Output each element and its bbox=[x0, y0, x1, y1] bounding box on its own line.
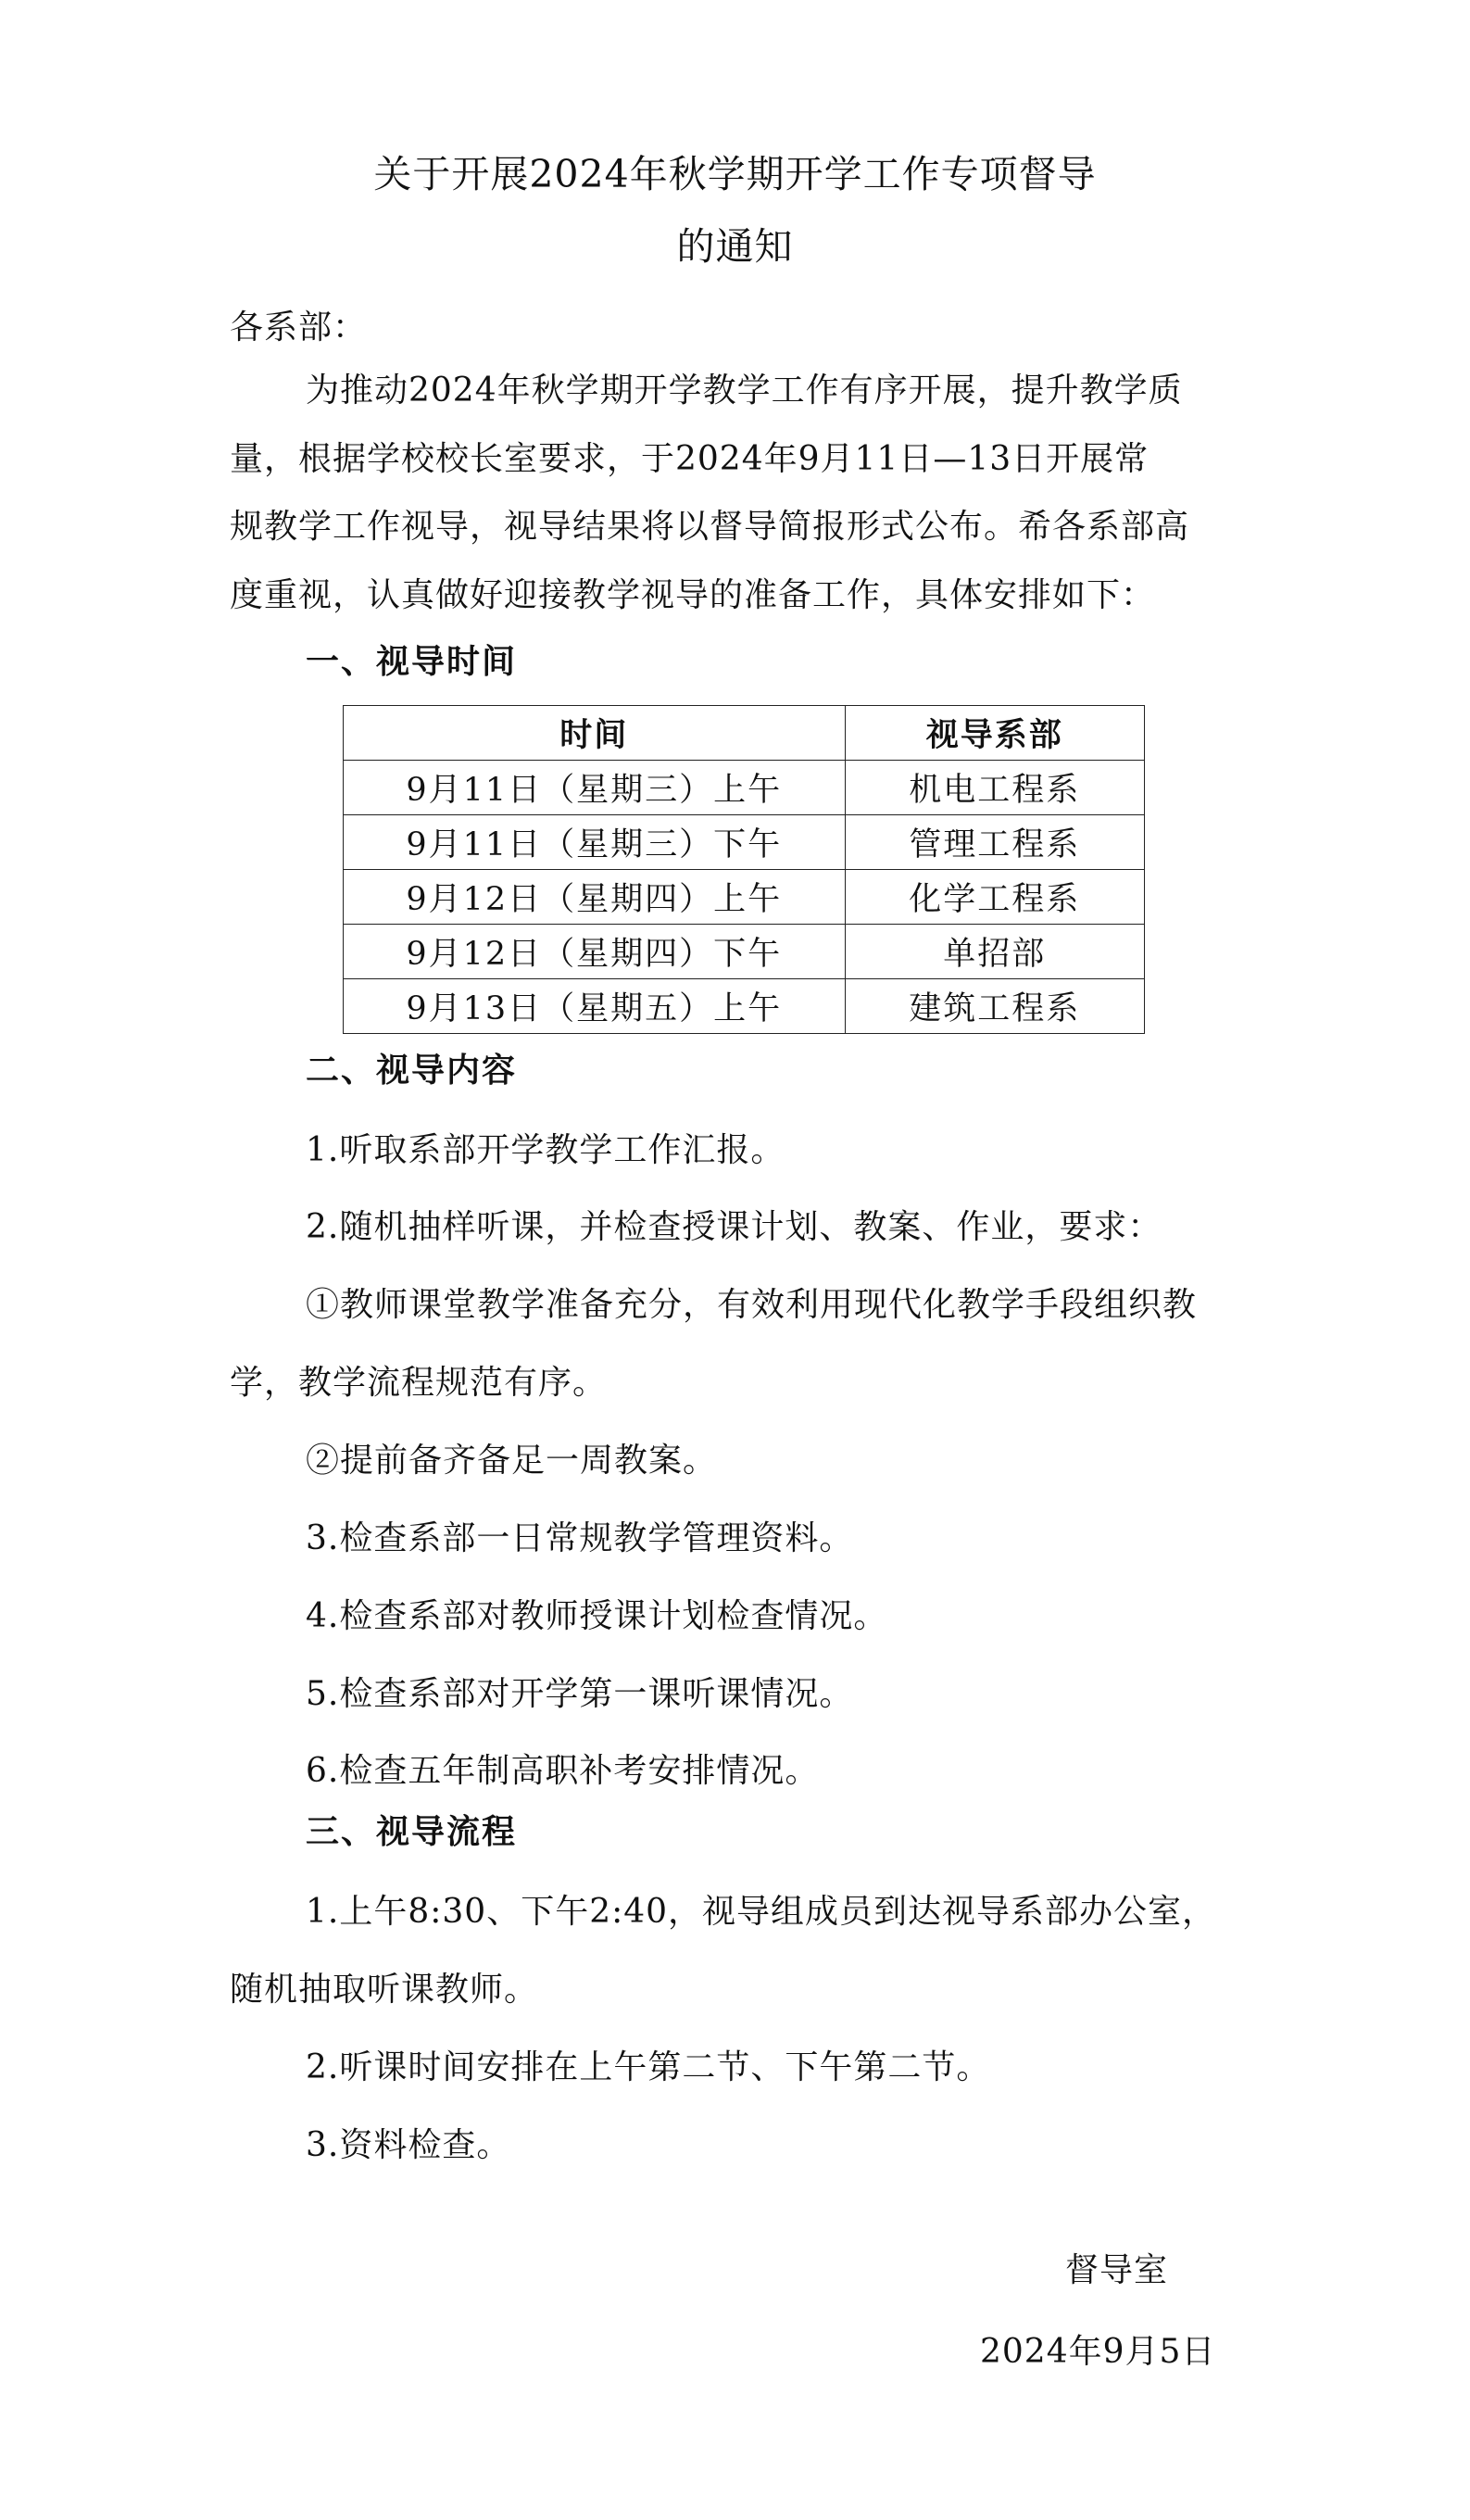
intro-line-4: 度重视，认真做好迎接教学视导的准备工作，具体安排如下： bbox=[230, 576, 1156, 614]
intro-line-3: 规教学工作视导，视导结果将以督导简报形式公布。希各系部高 bbox=[230, 508, 1190, 546]
column-header-time: 时间 bbox=[344, 706, 846, 761]
table-row bbox=[344, 761, 1145, 815]
cell-time: 9月13日（星期五）上午 bbox=[344, 979, 846, 1034]
section3-heading: 三、视导流程 bbox=[306, 1813, 518, 1851]
document-title-line1: 关于开展2024年秋学期开学工作专项督导 bbox=[373, 152, 1097, 196]
column-header-department: 视导系部 bbox=[845, 706, 1145, 761]
content-item-2a-line1: ①教师课堂教学准备充分，有效利用现代化教学手段组织教 bbox=[306, 1286, 1198, 1324]
process-item-3: 3.资料检查。 bbox=[306, 2126, 511, 2164]
section2-heading: 二、视导内容 bbox=[306, 1052, 518, 1090]
section1-heading: 一、视导时间 bbox=[306, 643, 518, 681]
cell-department: 单招部 bbox=[845, 925, 1145, 979]
content-item-2a-line2: 学，教学流程规范有序。 bbox=[230, 1364, 608, 1402]
signature-date: 2024年9月5日 bbox=[980, 2333, 1216, 2371]
cell-time: 9月12日（星期四）上午 bbox=[344, 870, 846, 925]
cell-time: 9月12日（星期四）下午 bbox=[344, 925, 846, 979]
content-item-1: 1.听取系部开学教学工作汇报。 bbox=[306, 1131, 785, 1169]
cell-department: 化学工程系 bbox=[845, 870, 1145, 925]
table-row bbox=[344, 870, 1145, 925]
cell-department: 管理工程系 bbox=[845, 815, 1145, 870]
intro-line-1: 为推动2024年秋学期开学教学工作有序开展，提升教学质 bbox=[306, 372, 1183, 410]
cell-time: 9月11日（星期三）上午 bbox=[344, 761, 846, 815]
signature-office: 督导室 bbox=[1065, 2251, 1169, 2289]
content-item-5: 5.检查系部对开学第一课听课情况。 bbox=[306, 1675, 854, 1713]
process-item-1-line1: 1.上午8:30、下午2:40，视导组成员到达视导系部办公室， bbox=[306, 1893, 1217, 1931]
content-item-4: 4.检查系部对教师授课计划检查情况。 bbox=[306, 1597, 888, 1635]
schedule-table bbox=[343, 705, 1145, 1034]
table-row bbox=[344, 925, 1145, 979]
process-item-1-line2: 随机抽取听课教师。 bbox=[230, 1971, 539, 2009]
table-row bbox=[344, 815, 1145, 870]
intro-line-2: 量，根据学校校长室要求，于2024年9月11日—13日开展常 bbox=[230, 440, 1150, 478]
cell-time: 9月11日（星期三）下午 bbox=[344, 815, 846, 870]
content-item-2b: ②提前备齐备足一周教案。 bbox=[306, 1442, 718, 1480]
content-item-3: 3.检查系部一日常规教学管理资料。 bbox=[306, 1519, 854, 1557]
cell-department: 机电工程系 bbox=[845, 761, 1145, 815]
salutation: 各系部： bbox=[230, 309, 368, 346]
table-header-row bbox=[344, 706, 1145, 761]
table-row bbox=[344, 979, 1145, 1034]
document-title-line2: 的通知 bbox=[676, 224, 794, 269]
content-item-6: 6.检查五年制高职补考安排情况。 bbox=[306, 1752, 820, 1790]
content-item-2: 2.随机抽样听课，并检查授课计划、教案、作业，要求： bbox=[306, 1208, 1162, 1246]
process-item-2: 2.听课时间安排在上午第二节、下午第二节。 bbox=[306, 2048, 991, 2086]
cell-department: 建筑工程系 bbox=[845, 979, 1145, 1034]
